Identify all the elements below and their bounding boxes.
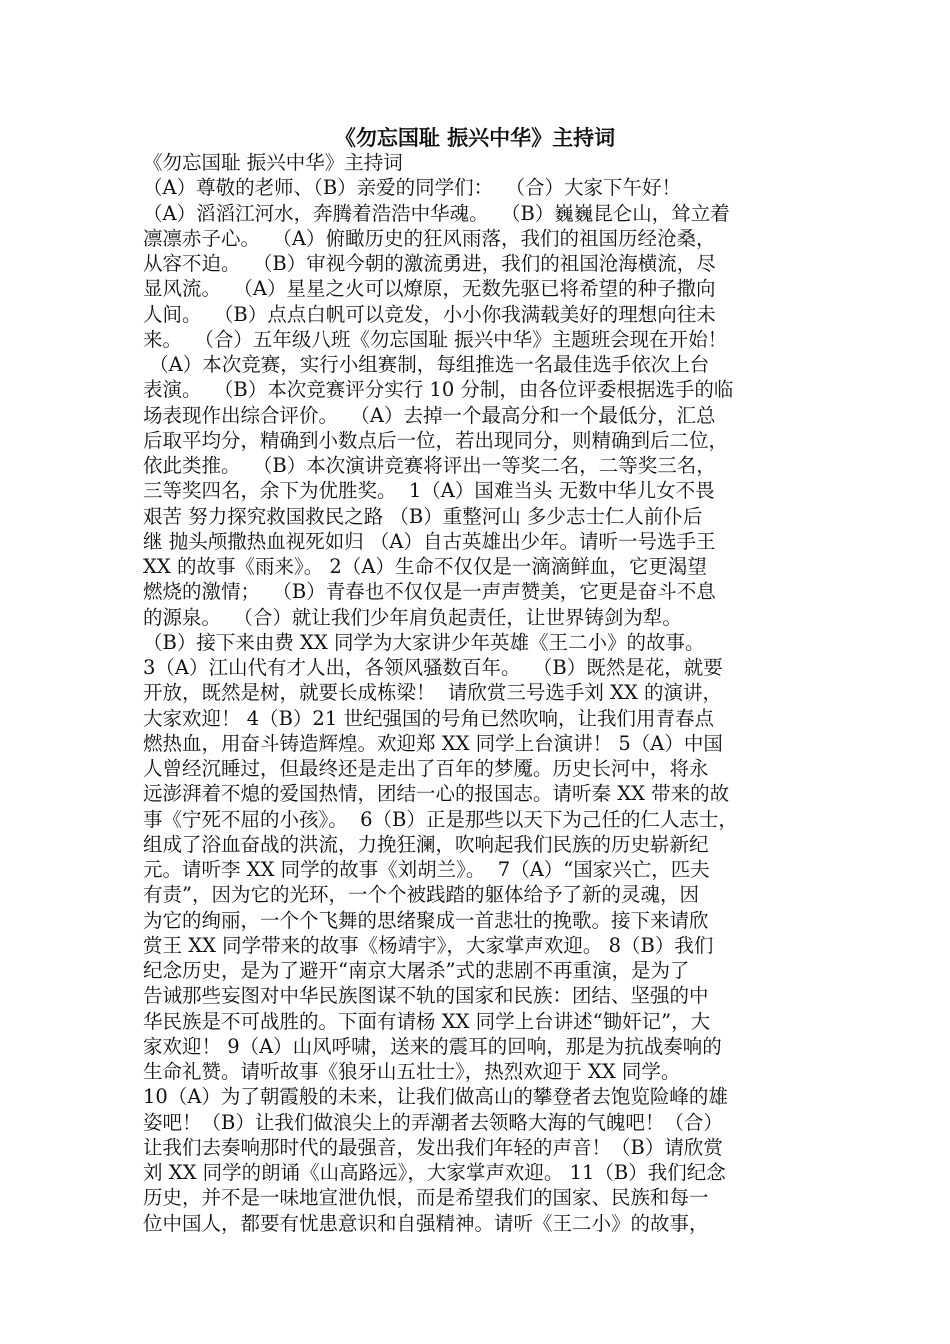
body-text-line: 华民族是不可战胜的。下面有请杨 XX 同学上台讲述“锄奸记”，大	[143, 1009, 711, 1033]
body-text-line: 让我们去奏响那时代的最强音，发出我们年轻的声音！（B）请欣赏	[143, 1135, 723, 1159]
body-text-line: 继 抛头颅撒热血视死如归 （A）自古英雄出少年。请听一号选手王	[143, 529, 716, 553]
document-title: 《勿忘国耻 振兴中华》主持词	[334, 126, 616, 150]
body-text-line: 场表现作出综合评价。 （A）去掉一个最高分和一个最低分，汇总	[143, 403, 716, 427]
body-text-line: 从容不迫。 （B）审视今朝的激流勇进，我们的祖国沧海横流，尽	[143, 252, 716, 275]
body-text-line: 大家欢迎！ 4（B）21 世纪强国的号角已然吹响，让我们用青春点	[143, 706, 714, 730]
body-text-line: 生命礼赞。请听故事《狼牙山五壮士》，热烈欢迎于 XX 同学。	[143, 1060, 681, 1083]
body-text-line: 《勿忘国耻 振兴中华》主持词	[143, 151, 403, 174]
body-text-line: 显风流。 （A）星星之火可以燎原，无数先驱已将希望的种子撒向	[143, 277, 716, 301]
body-text-line: 告诫那些妄图对中华民族图谋不轨的国家和民族：团结、坚强的中	[143, 984, 709, 1008]
body-text-line: （A）本次竞赛，实行小组赛制，每组推选一名最佳选手依次上台	[143, 353, 710, 376]
body-text-line: 历史，并不是一味地宣泄仇恨，而是希望我们的国家、民族和每一	[143, 1186, 709, 1210]
body-text-line: 依此类推。 （B）本次演讲竞赛将评出一等奖二名，二等奖三名，	[143, 454, 716, 477]
body-text-line: XX 的故事《雨来》。 2（A）生命不仅仅是一滴滴鲜血，它更渴望	[143, 555, 707, 578]
body-text-line: （B）接下来由费 XX 同学为大家讲少年英雄《王二小》的故事。	[143, 630, 705, 654]
body-text-line: 刘 XX 同学的朗诵《山高路远》，大家掌声欢迎。 11（B）我们纪念	[143, 1161, 726, 1184]
body-text-line: 事《宁死不屈的小孩》。 6（B）正是那些以天下为己任的仁人志士，	[143, 807, 738, 831]
body-text-line: 纪念历史，是为了避开“南京大屠杀”式的悲剧不再重演，是为了	[143, 959, 690, 982]
body-text-line: 艰苦 努力探究救国救民之路 （B）重整河山 多少志士仁人前仆后	[143, 504, 703, 528]
document-body	[143, 150, 823, 1236]
body-text-line: 后取平均分，精确到小数点后一位，若出现同分，则精确到后二位，	[143, 428, 729, 452]
body-text-line: 远澎湃着不熄的爱国热情，团结一心的报国志。请听秦 XX 带来的故	[143, 782, 730, 806]
body-text-line: 为它的绚丽，一个个飞舞的思绪聚成一首悲壮的挽歌。接下来请欣	[143, 908, 709, 932]
body-text-line: 组成了浴血奋战的洪流，力挽狂澜，吹响起我们民族的历史崭新纪	[143, 832, 709, 856]
body-text-line: 燃热血，用奋斗铸造辉煌。欢迎郑 XX 同学上台演讲！ 5（A）中国	[143, 731, 723, 755]
body-text-line: 位中国人，都要有忧患意识和自强精神。请听《王二小》的故事，	[143, 1211, 709, 1235]
body-text-line: 姿吧！（B）让我们做浪尖上的弄潮者去领略大海的气魄吧！（合）	[143, 1110, 723, 1134]
body-text-line: 的源泉。 （合）就让我们少年肩负起责任，让世界铸剑为犁。	[143, 605, 682, 629]
body-text-line: 人间。 （B）点点白帆可以竞发，小小你我满载美好的理想向往未	[143, 302, 716, 326]
body-text-line: 三等奖四名，余下为优胜奖。 1（A）国难当头 无数中华儿女不畏	[143, 479, 715, 503]
body-text-line: 有责”，因为它的光环，一个个被践踏的躯体给予了新的灵魂，因	[143, 883, 699, 907]
body-text-line: 元。请听李 XX 同学的故事《刘胡兰》。 7（A）“国家兴亡，匹夫	[143, 858, 710, 881]
body-text-line: 人曾经沉睡过，但最终还是走出了百年的梦魇。历史长河中，将永	[143, 757, 709, 780]
body-text-line: 10（A）为了朝霞般的未来，让我们做高山的攀登者去饱览险峰的雄	[143, 1085, 728, 1109]
body-text-line: 凛凛赤子心。 （A）俯瞰历史的狂风雨落，我们的祖国历经沧桑，	[143, 226, 716, 250]
body-text-line: 来。 （合）五年级八班《勿忘国耻 振兴中华》主题班会现在开始！	[143, 327, 728, 351]
body-text-line: （A）滔滔江河水，奔腾着浩浩中华魂。 （B）巍巍昆仑山，耸立着	[143, 201, 730, 225]
body-text-line: 燃烧的激情； （B）青春也不仅仅是一声声赞美，它更是奋斗不息	[143, 580, 716, 604]
body-text-line: 赏王 XX 同学带来的故事《杨靖宇》，大家掌声欢迎。 8（B）我们	[143, 933, 714, 957]
body-text-line: 表演。 （B）本次竞赛评分实行 10 分制，由各位评委根据选手的临	[143, 378, 734, 402]
body-text-line: 家欢迎！ 9（A）山风呼啸，送来的震耳的回响，那是为抗战奏响的	[143, 1034, 722, 1058]
body-text-line: 开放，既然是树，就要长成栋梁！ 请欣赏三号选手刘 XX 的演讲，	[143, 681, 723, 705]
body-text-line: 3（A）江山代有才人出，各领风骚数百年。 （B）既然是花，就要	[143, 656, 723, 679]
body-text-line: （A）尊敬的老师、（B）亲爱的同学们： （合）大家下午好！	[143, 176, 682, 200]
